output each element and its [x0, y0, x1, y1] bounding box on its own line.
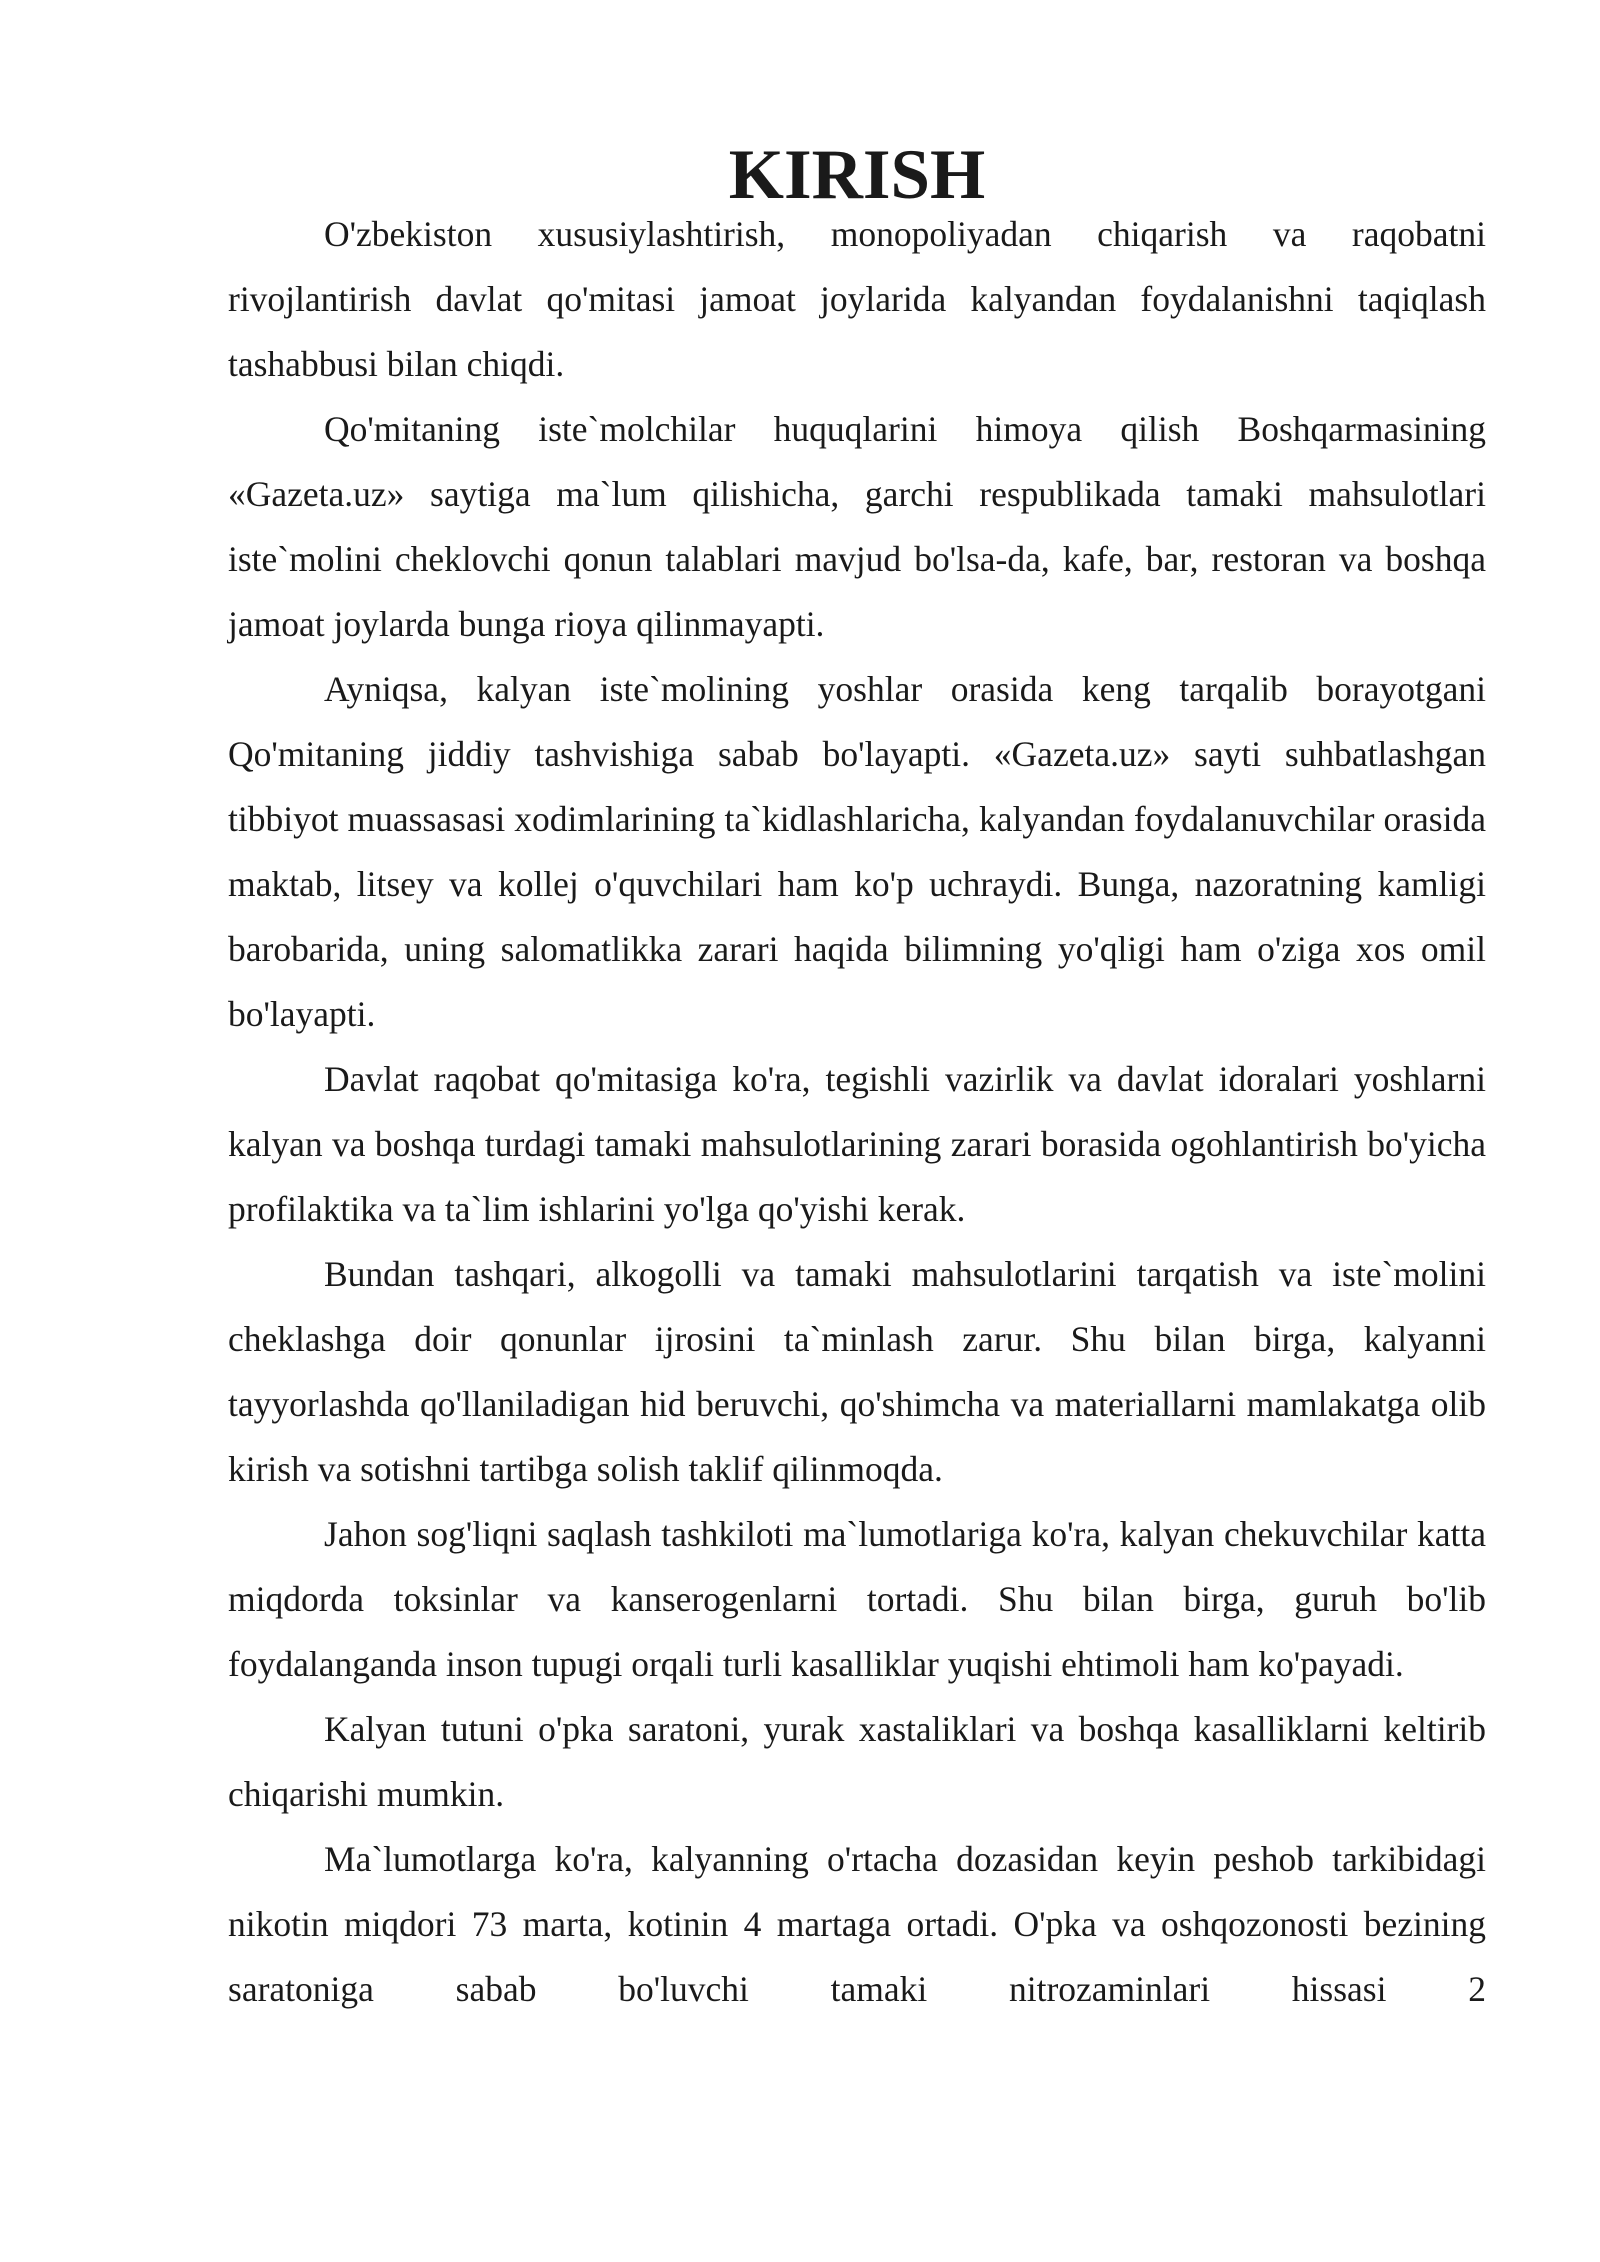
paragraph-4: Davlat raqobat qo'mitasiga ko'ra, tegishli vazirlik va davlat idoralari yoshlarni kalyan va boshqa turdagi tamaki mahsulotlarining zarari borasida ogohlantirish bo'yicha profilaktika va ta`lim ishlarini yo'lga qo'yishi kerak. [228, 1059, 1486, 1229]
paragraph-7: Kalyan tutuni o'pka saratoni, yurak xastaliklari va boshqa kasalliklarni keltirib chiqarishi mumkin. [228, 1709, 1486, 1814]
paragraph-8: Ma`lumotlarga ko'ra, kalyanning o'rtacha dozasidan keyin peshob tarkibidagi nikotin miqdori 73 marta, kotinin 4 martaga ortadi. O'pka va oshqozonosti bezining saratoniga sabab bo'luvchi tamaki nitrozaminlari hissasi 2 [228, 1839, 1486, 2009]
document-page [228, 136, 1486, 2022]
paragraph-6: Jahon sog'liqni saqlash tashkiloti ma`lumotlariga ko'ra, kalyan chekuvchilar katta miqdorda toksinlar va kanserogenlarni tortadi. Shu bilan birga, guruh bo'lib foydalanganda inson tupugi orqali turli kasalliklar yuqishi ehtimoli ham ko'payadi. [228, 1514, 1486, 1684]
page-title: KIRISH [728, 136, 986, 214]
paragraph-2: Qo'mitaning iste`molchilar huquqlarini himoya qilish Boshqarmasining «Gazeta.uz» saytiga ma`lum qilishicha, garchi respublikada tamaki mahsulotlari iste`molini cheklovchi qonun talablari mavjud bo'lsa-da, kafe, bar, restoran va boshqa jamoat joylarda bunga rioya qilinmayapti. [228, 409, 1486, 644]
paragraph-3: Ayniqsa, kalyan iste`molining yoshlar orasida keng tarqalib borayotgani Qo'mitaning jiddiy tashvishiga sabab bo'layapti. «Gazeta.uz» sayti suhbatlashgan tibbiyot muassasasi xodimlarining ta`kidlashlaricha, kalyandan foydalanuvchilar orasida maktab, litsey va kollej o'quvchilari ham ko'p uchraydi. Bunga, nazoratning kamligi barobarida, uning salomatlikka zarari haqida bilimning yo'qligi ham o'ziga xos omil bo'layapti. [228, 669, 1486, 1034]
paragraph-1: O'zbekiston xususiylashtirish, monopoliyadan chiqarish va raqobatni rivojlantirish davlat qo'mitasi jamoat joylarida kalyandan foydalanishni taqiqlash tashabbusi bilan chiqdi. [228, 214, 1486, 384]
paragraph-5: Bundan tashqari, alkogolli va tamaki mahsulotlarini tarqatish va iste`molini cheklashga doir qonunlar ijrosini ta`minlash zarur. Shu bilan birga, kalyanni tayyorlashda qo'llaniladigan hid beruvchi, qo'shimcha va materiallarni mamlakatga olib kirish va sotishni tartibga solish taklif qilinmoqda. [228, 1254, 1486, 1489]
